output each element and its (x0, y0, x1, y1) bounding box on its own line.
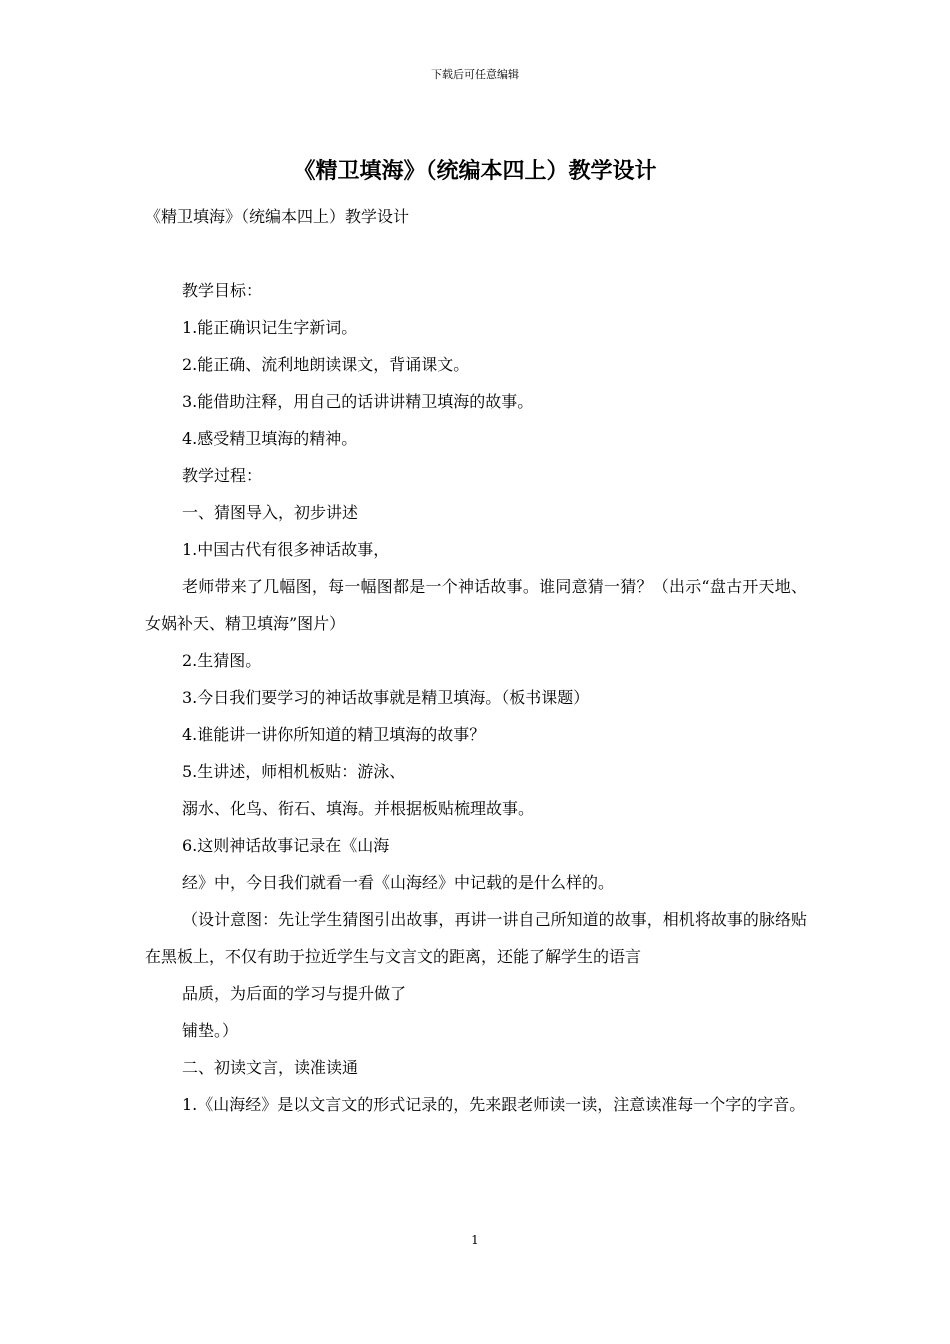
paragraph-line: 3.今日我们要学习的神话故事就是精卫填海。（板书课题） (182, 688, 590, 707)
section-heading-process: 教学过程： (182, 466, 263, 485)
paragraph-wrapped: 老师带来了几幅图，每一幅图都是一个神话故事。谁同意猜一猜？（出示“盘古开天地、女娲补天、精卫填海”图片） (145, 577, 807, 633)
objective-3: 3.能借助注释，用自己的话讲讲精卫填海的故事。 (182, 392, 534, 411)
objective-1: 1.能正确识记生字新词。 (182, 318, 358, 337)
paragraph-line: 6.这则神话故事记录在《山海 (182, 836, 390, 855)
paragraph-line: 1.中国古代有很多神话故事， (182, 540, 390, 559)
section-heading-objectives: 教学目标： (182, 281, 263, 300)
objective-4: 4.感受精卫填海的精神。 (182, 429, 358, 448)
paragraph-line: 5.生讲述，师相机板贴：游泳、 (182, 762, 406, 781)
step-heading-2: 二、初读文言，读准读通 (182, 1058, 359, 1077)
paragraph-line: 铺垫。） (182, 1021, 239, 1040)
page-header: 下载后可任意编辑 (431, 68, 519, 81)
paragraph-line: 经》中，今日我们就看一看《山海经》中记载的是什么样的。 (182, 873, 615, 892)
objective-2: 2.能正确、流利地朗读课文，背诵课文。 (182, 355, 470, 374)
paragraph-line: 溺水、化鸟、衔石、填海。并根据板贴梳理故事。 (182, 799, 535, 818)
paragraph-line: 品质，为后面的学习与提升做了 (182, 984, 407, 1003)
document-body (145, 198, 807, 1123)
document-title: 《精卫填海》（统编本四上）教学设计 (293, 158, 657, 184)
step-heading-1: 一、猜图导入，初步讲述 (182, 503, 359, 522)
page-number: 1 (471, 1233, 479, 1247)
subtitle-line: 《精卫填海》（统编本四上）教学设计 (145, 207, 410, 226)
paragraph-line: 4.谁能讲一讲你所知道的精卫填海的故事？ (182, 725, 486, 744)
paragraph-line: 2.生猜图。 (182, 651, 262, 670)
design-intent-paragraph: （设计意图：先让学生猜图引出故事，再讲一讲自己所知道的故事，相机将故事的脉络贴在黑板上，不仅有助于拉近学生与文言文的距离，还能了解学生的语言 (145, 910, 807, 966)
paragraph-wrapped: 1.《山海经》是以文言文的形式记录的，先来跟老师读一读，注意读准每一个字的字音。 (182, 1095, 806, 1114)
